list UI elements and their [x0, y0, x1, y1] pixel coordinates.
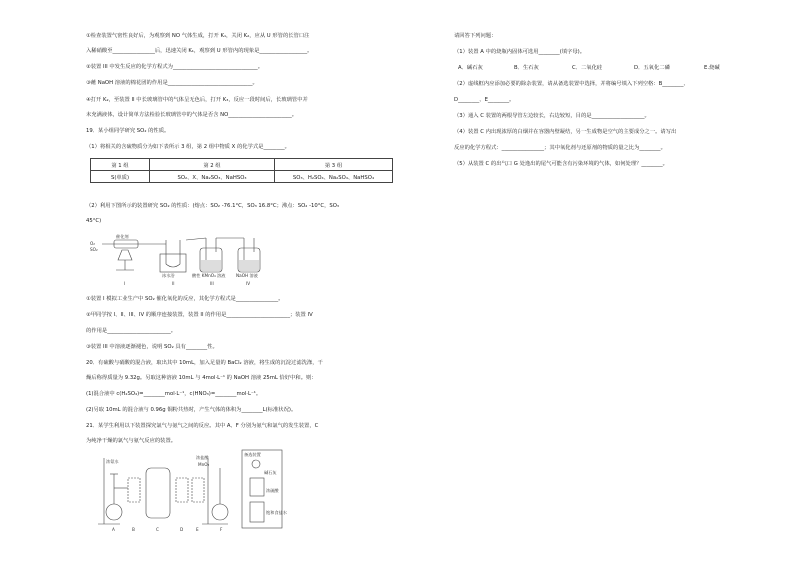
label-conc-ammonia: 浓氨水 [106, 459, 119, 464]
q21-part1: （1）装置 A 中的烧瓶内固体可选用________(填字母)。 [454, 49, 586, 55]
label-sat-brine: 饱和食盐水 [266, 510, 287, 515]
q21-line2: 为纯净干燥的氯气与氨气反应的装置。 [86, 438, 177, 444]
label-e: E [196, 527, 199, 532]
label-f: F [220, 527, 223, 532]
label-b: B [132, 527, 135, 532]
q21-part2-line2: D________、E________。 [454, 97, 515, 103]
label-iii: III [210, 281, 214, 286]
q20-part1: (1)混合液中 c(H₂SO₄)=________mol·L⁻¹，c(HNO₃)=________mol·L⁻¹。 [86, 391, 262, 397]
option-a: A．碱石灰 [458, 65, 483, 71]
label-catalyst: 催化剂 [116, 234, 129, 239]
q21-part5: （5）从装置 C 的出气口 G 处逸出的尾气可能含有污染环境的气体，如何处理？________。 [454, 161, 668, 167]
q21-part3: （3）通入 C 装置的两根导管左边较长，右边较短，目的是____________________。 [454, 113, 650, 119]
q18-step3: ③蘸 NaOH 溶液的棉花团的作用是________________________________。 [86, 80, 258, 86]
q19-step3: ③装置 III 中溶液逐渐褪色，说明 SO₂ 具有________性。 [86, 344, 218, 350]
label-d: D [180, 527, 184, 532]
label-ice-bath: 冰水浴 [162, 273, 175, 278]
sulfur-groups-table [90, 158, 393, 183]
table-header: 第 1 组 [91, 159, 150, 171]
q21-intro: 请回答下列问题： [454, 33, 497, 39]
q21-part2-line1: （2）虚线框内应添加必要的除杂装置，请从备选装置中选择，并将编号填入下列空格：B________、 [454, 81, 689, 87]
q19-part1: （1）将相关的含硫物质分为如下表所示 3 组，第 2 组中物质 X 的化学式是________。 [86, 144, 290, 150]
option-b: B．生石灰 [514, 65, 539, 71]
q21-part4-line2: 反应的化学方程式：________________；其中氧化剂与还原剂的物质的量之比为________。 [454, 145, 666, 151]
table-cell: SO₃、H₂SO₄、Na₂SO₄、NaHSO₄ [275, 171, 393, 183]
option-e: E.烧碱 [704, 65, 720, 71]
label-i: I [124, 281, 126, 286]
q18-step1-line1: ①检查装置气密性良好后，为观察到 NO 气体生成，打开 K₁，关闭 K₂，应从 U 形管的长管口注 [86, 33, 310, 39]
option-c: C．二氧化硅 [572, 65, 603, 71]
q19-step1: ①装置 I 模拟工业生产中 SO₂ 催化氧化的反应，其化学方程式是________________。 [86, 296, 284, 302]
label-conc-h2so4: 浓硫酸 [266, 488, 279, 493]
q19-step2-line1: ②甲同学按 I、II、III、IV 的顺序连接装置，装置 II 的作用是________________________；装置 IV [86, 312, 313, 318]
label-naoh: NaOH 溶液 [236, 273, 258, 278]
q21-part4-line1: （4）装置 C 内出现浓厚的白烟并在容器内壁凝结，另一生成物是空气的主要成分之一。请写出 [454, 129, 677, 135]
option-d: D．五氧化二磷 [634, 65, 670, 71]
label-conc-hcl: 浓盐酸 [196, 455, 209, 460]
label-soda-lime: 碱石灰 [264, 470, 277, 475]
label-mno2: MnO₂ [198, 462, 210, 467]
table-cell: SO₂、X、Na₂SO₃、NaHSO₃ [150, 171, 275, 183]
q18-step2: ②装置 III 中发生反应的化学方程式为________________________________。 [86, 64, 264, 70]
label-a: A [112, 527, 115, 532]
q19-step2-line2: 的作用是________________________。 [86, 328, 177, 334]
table-header: 第 3 组 [275, 159, 393, 171]
q19-part2-line1: （2）利用下图所示的装置研究 SO₂ 的性质：(熔点：SO₂ -76.1°C，SO₃ 16.8°C；沸点：SO₂ -10°C，SO₃ [86, 203, 340, 209]
label-ii: II [172, 281, 175, 286]
q20-line1: 20．有硫酸与硝酸的混合液，取出其中 10mL，加入足量的 BaCl₂ 溶液，将生成的沉淀过滤洗涤，干 [86, 360, 323, 366]
label-iv: IV [246, 281, 251, 286]
label-o2: O₂ [90, 241, 95, 246]
q18-step4-line2: 未充满液体，设计简单方法检验长玻璃管中的气体是否含 NO________________________。 [86, 112, 298, 118]
label-so2: SO₂ [90, 247, 98, 252]
chlorine-ammonia-apparatus-figure [96, 448, 286, 534]
label-kmno4: 酸性 KMnO₄ 溶液 [192, 273, 226, 278]
q20-part2: (2)另取 10mL 的混合液与 0.96g 铜粉共热时，产生气体的体积为________L(标准状况)。 [86, 407, 297, 413]
table-header: 第 2 组 [150, 159, 275, 171]
q20-line2: 燥后称得质量为 9.32g。另取这种溶液 10mL 与 4mol·L⁻¹ 的 NaOH 溶液 25mL 恰好中和。则： [86, 375, 317, 381]
q18-step4-line1: ④打开 K₂，至装置 II 中长玻璃管中的气体呈无色后，打开 K₃，反应一段时间后，长玻璃管中并 [86, 97, 308, 103]
label-c: C [156, 527, 159, 532]
label-alternate-devices: 备选装置 [244, 452, 261, 457]
q18-step1-line2: 入稀硝酸至________________后，迅速关闭 K₁，观察到 U 形管内的现象是__________________。 [86, 48, 313, 54]
q19-title: 19．某小组同学研究 SO₂ 的性质。 [86, 128, 170, 134]
table-cell: S(单质) [91, 171, 150, 183]
q21-line1: 21．某学生利用以下装置探究氯气与氨气之间的反应。其中 A、F 分别为氨气和氯气的发生装置，C [86, 423, 319, 429]
q19-part2-line2: 45°C) [86, 218, 102, 224]
